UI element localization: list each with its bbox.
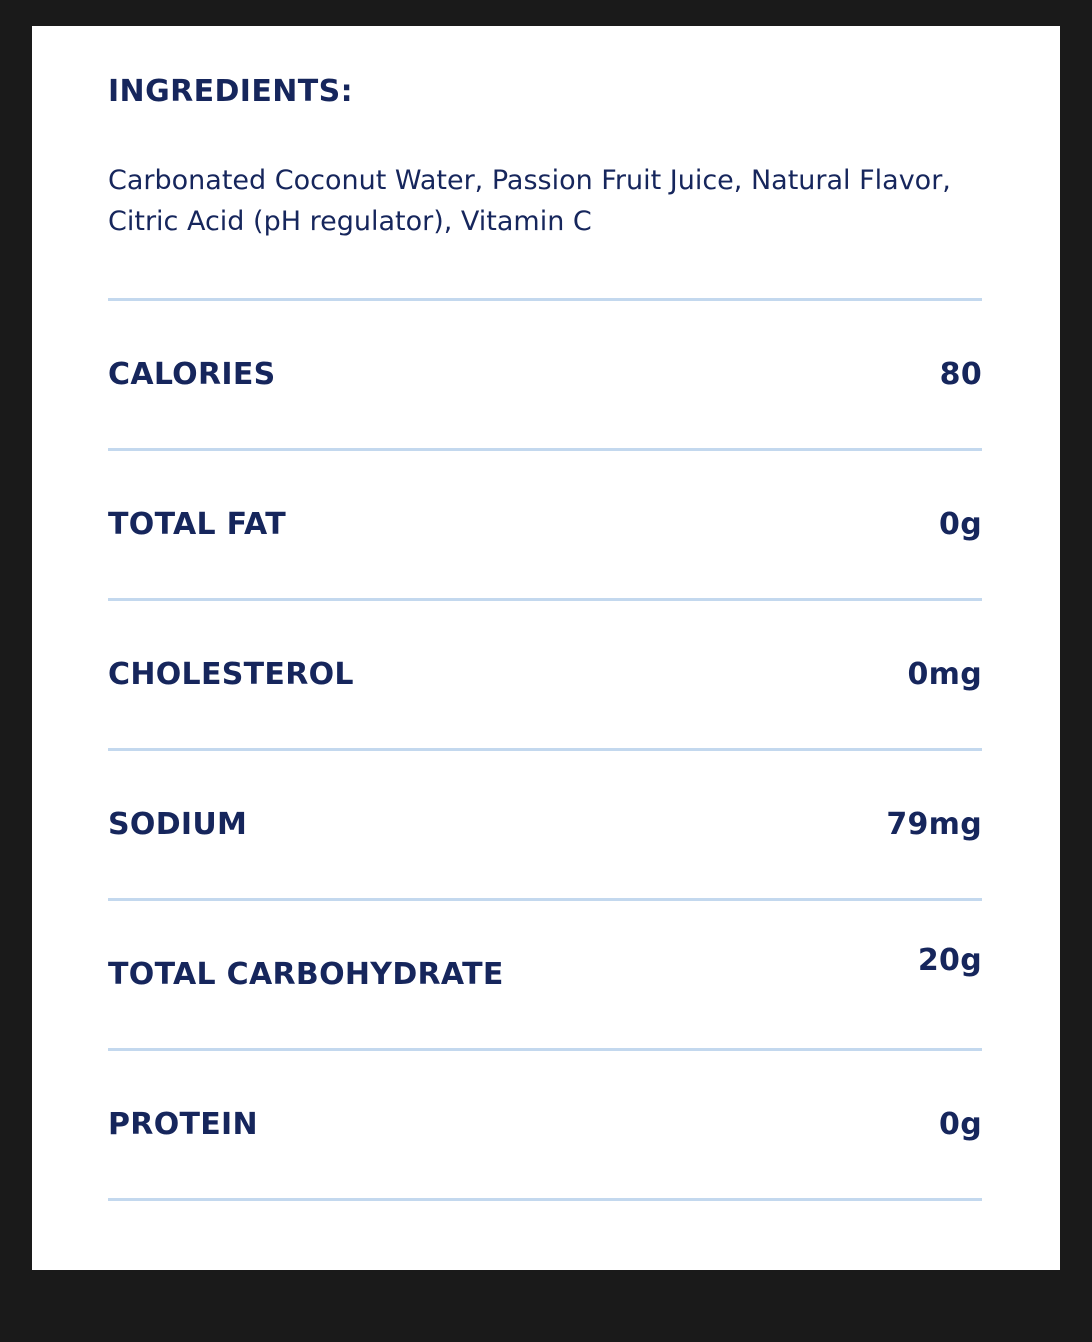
ingredients-heading: INGREDIENTS: [108,74,354,109]
nutrient-label: TOTAL FAT [108,507,286,543]
nutrient-value: 20g [917,943,982,979]
nutrient-label: TOTAL CARBOHYDRATE [108,957,504,993]
divider [108,1198,982,1201]
table-row [108,901,982,1048]
nutrition-label-content [108,74,984,1201]
nutrient-value: 80 [939,357,982,393]
nutrient-label: CALORIES [108,357,276,393]
table-row [108,601,982,748]
ingredients-text: Carbonated Coconut Water, Passion Fruit Juice, Natural Flavor, Citric Acid (pH regulator), Vitamin C [108,165,951,238]
nutrient-label: PROTEIN [108,1107,258,1143]
nutrient-value: 0mg [907,657,982,693]
table-row [108,451,982,598]
table-row [108,301,982,448]
nutrition-label-card [32,26,1060,1270]
table-row [108,751,982,898]
table-row [108,1051,982,1198]
nutrient-label: CHOLESTEROL [108,657,354,693]
nutrient-label: SODIUM [108,807,248,843]
nutrient-value: 79mg [886,807,982,843]
nutrient-value: 0g [939,1107,982,1143]
nutrient-value: 0g [939,507,982,543]
